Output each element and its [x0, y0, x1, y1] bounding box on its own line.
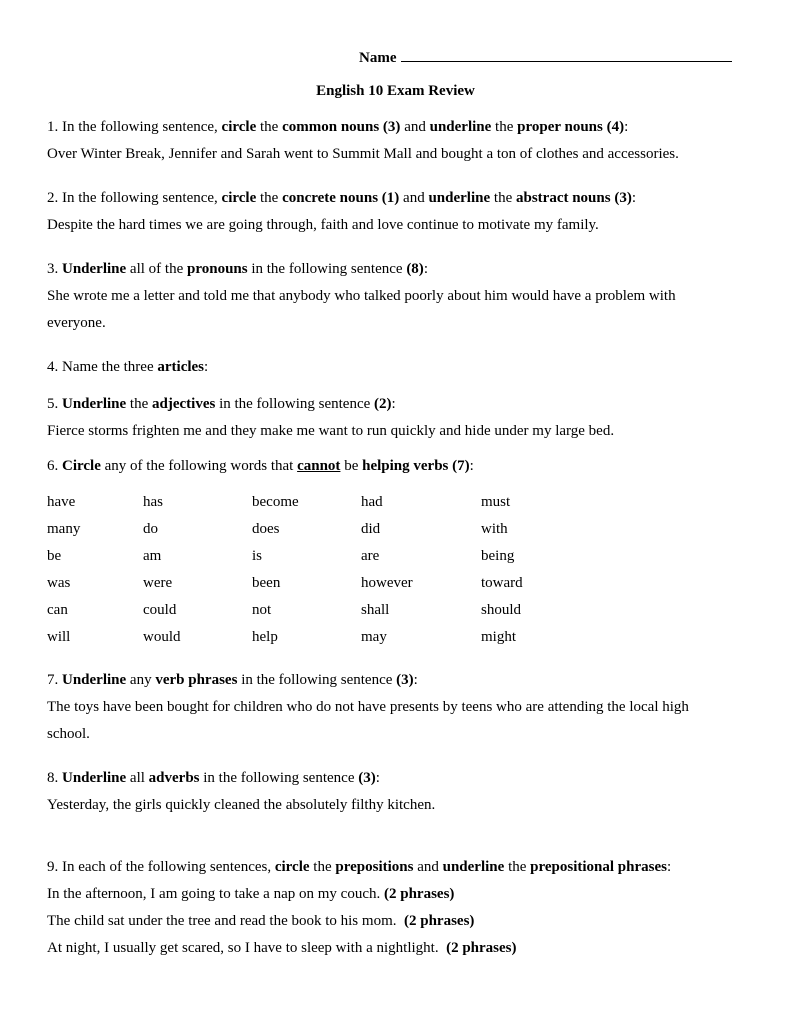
word-item[interactable]: am: [143, 548, 162, 564]
name-label: Name: [359, 50, 397, 66]
word-item[interactable]: have: [47, 494, 76, 510]
question-7-sentence-line-2: school.: [47, 726, 90, 742]
word-item[interactable]: will: [47, 629, 71, 645]
word-item[interactable]: is: [252, 548, 263, 564]
word-item[interactable]: has: [143, 494, 163, 510]
word-item[interactable]: was: [47, 575, 71, 591]
word-item[interactable]: not: [252, 602, 272, 618]
word-item[interactable]: may: [361, 629, 387, 645]
word-item[interactable]: toward: [481, 575, 523, 591]
question-2-sentence: Despite the hard times we are going through, faith and love continue to motivate my family.: [47, 217, 599, 233]
word-item[interactable]: been: [252, 575, 281, 591]
question-8-prompt: 8. Underline all adverbs in the following sentence (3):: [47, 770, 380, 786]
question-5-sentence: Fierce storms frighten me and they make me want to run quickly and hide under my large bed.: [47, 423, 615, 439]
word-item[interactable]: be: [47, 548, 62, 564]
page-title: English 10 Exam Review: [316, 83, 475, 99]
word-item[interactable]: would: [143, 629, 181, 645]
question-3-prompt: 3. Underline all of the pronouns in the following sentence (8):: [47, 261, 428, 277]
question-1-prompt: 1. In the following sentence, circle the common nouns (3) and underline the proper nouns (4):: [47, 119, 629, 135]
word-item[interactable]: however: [361, 575, 413, 591]
word-item[interactable]: do: [143, 521, 158, 537]
question-9-prompt: 9. In each of the following sentences, circle the prepositions and underline the prepositional phrases:: [47, 859, 672, 875]
word-item[interactable]: should: [481, 602, 522, 618]
word-item[interactable]: with: [481, 521, 508, 537]
question-9-sentence-1: In the afternoon, I am going to take a nap on my couch. (2 phrases): [47, 886, 455, 902]
word-item[interactable]: help: [252, 629, 278, 645]
word-item[interactable]: many: [47, 521, 81, 537]
word-item[interactable]: must: [481, 494, 511, 510]
word-item[interactable]: become: [252, 494, 299, 510]
word-item[interactable]: had: [361, 494, 383, 510]
question-5-prompt: 5. Underline the adjectives in the following sentence (2):: [47, 396, 396, 412]
question-2-prompt: 2. In the following sentence, circle the concrete nouns (1) and underline the abstract nouns (3):: [47, 190, 636, 206]
question-4-prompt: 4. Name the three articles:: [47, 359, 209, 375]
word-item[interactable]: were: [143, 575, 173, 591]
word-item[interactable]: did: [361, 521, 381, 537]
word-item[interactable]: could: [143, 602, 177, 618]
word-item[interactable]: shall: [361, 602, 390, 618]
question-3-sentence-line-1: She wrote me a letter and told me that anybody who talked poorly about him would have a problem with: [47, 288, 676, 304]
question-7-sentence-line-1: The toys have been bought for children who do not have presents by teens who are attending the local high: [47, 699, 689, 715]
question-9-sentence-2: The child sat under the tree and read the book to his mom. (2 phrases): [47, 913, 475, 929]
question-8-sentence: Yesterday, the girls quickly cleaned the absolutely filthy kitchen.: [47, 797, 436, 813]
word-item[interactable]: might: [481, 629, 517, 645]
word-item[interactable]: are: [361, 548, 380, 564]
word-item[interactable]: can: [47, 602, 68, 618]
question-3-sentence-line-2: everyone.: [47, 315, 106, 331]
question-6-prompt: 6. Circle any of the following words that cannot be helping verbs (7):: [47, 458, 474, 474]
question-1-sentence: Over Winter Break, Jennifer and Sarah went to Summit Mall and bought a ton of clothes and accessories.: [47, 146, 679, 162]
name-field: [359, 47, 732, 67]
question-7-prompt: 7. Underline any verb phrases in the following sentence (3):: [47, 672, 418, 688]
word-item[interactable]: being: [481, 548, 515, 564]
question-9-sentence-3: At night, I usually get scared, so I have to sleep with a nightlight. (2 phrases): [47, 940, 517, 956]
word-item[interactable]: does: [252, 521, 280, 537]
name-blank-line[interactable]: [401, 47, 732, 62]
